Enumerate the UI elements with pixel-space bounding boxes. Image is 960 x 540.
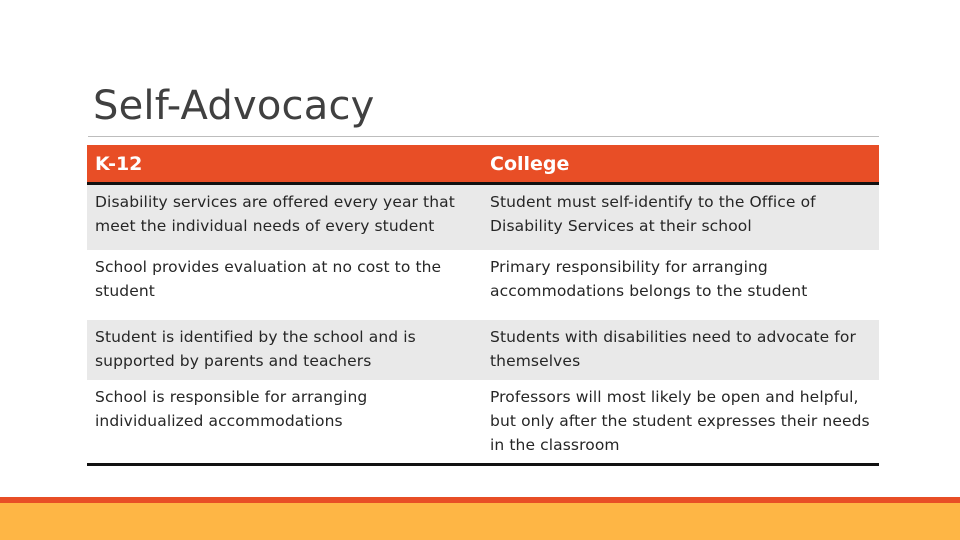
table-row [87,250,879,320]
table-cell-k12: Disability services are offered every year that meet the individual needs of every student [87,184,482,251]
table-cell-college: Student must self-identify to the Office of Disability Services at their school [482,184,879,251]
slide-title: Self-Advocacy [93,83,375,129]
table-cell-college: Primary responsibility for arranging accommodations belongs to the student [490,258,808,300]
table-row [87,320,879,380]
header-college: College [482,145,879,184]
comparison-table [87,145,879,466]
table-row [87,380,879,465]
header-k12: K-12 [87,145,482,184]
table-cell-college: Students with disabilities need to advocate for themselves [482,320,879,380]
comparison-table-container [87,145,879,466]
table-cell-college: Professors will most likely be open and helpful, but only after the student expresses their needs in the classroom [490,388,870,454]
table-cell-k12: Student is identified by the school and is supported by parents and teachers [87,320,482,380]
table-header-row [87,145,879,184]
table-cell-k12: School provides evaluation at no cost to the student [95,258,442,300]
table-row [87,184,879,251]
title-divider [88,136,879,137]
table-cell-k12: School is responsible for arranging individualized accommodations [95,388,368,430]
footer-band [0,503,960,540]
